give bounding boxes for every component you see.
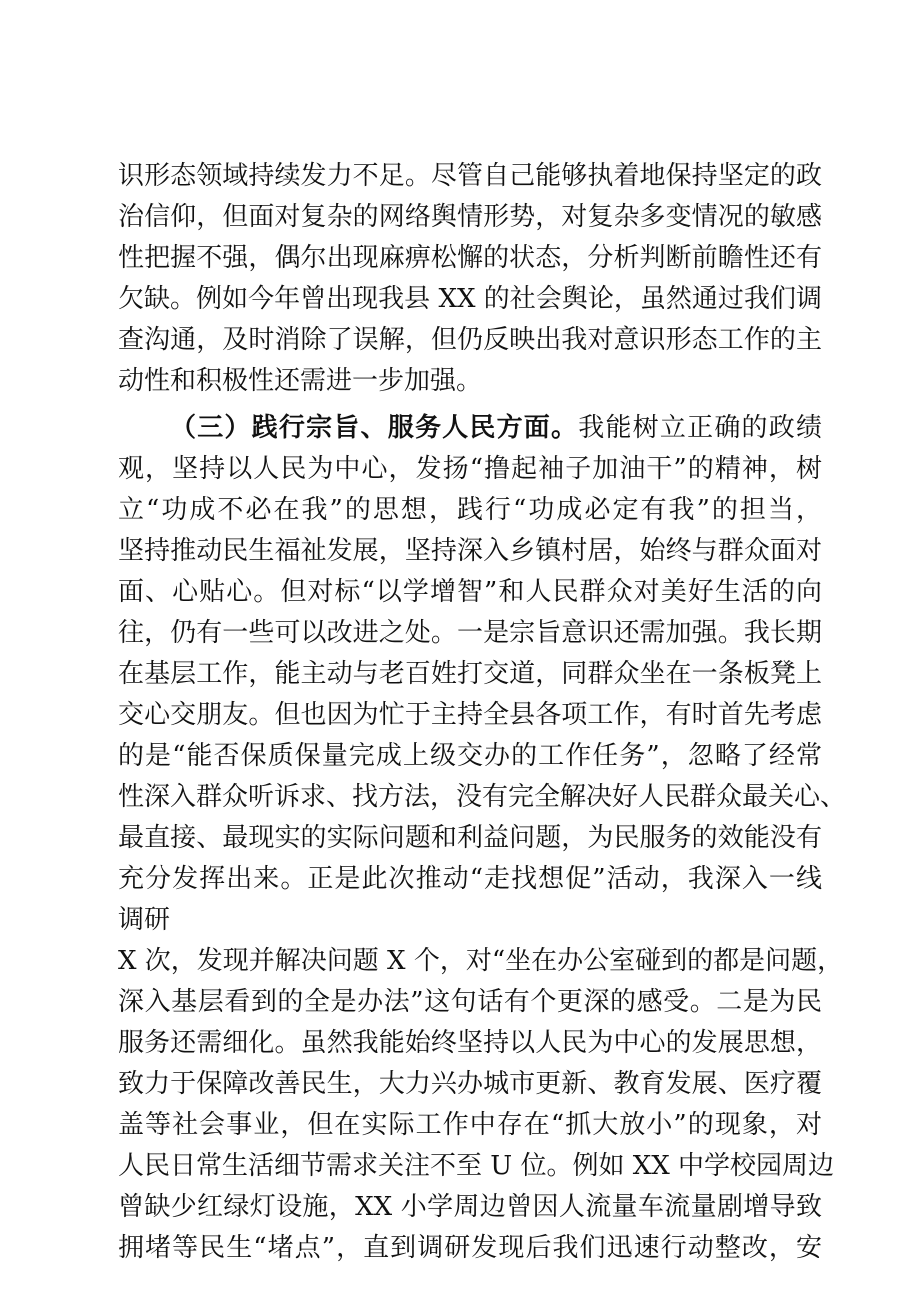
text-line: 服务还需细化。虽然我能始终坚持以人民为中心的发展思想， (118, 1028, 822, 1058)
text-line: 调研 (118, 905, 171, 935)
text-line: 人民日常生活细节需求关注不至 U 位。例如 XX 中学校园周边 (118, 1151, 834, 1181)
text-line: 曾缺少红绿灯设施，XX 小学周边曾因人流量车流量剧增导致 (118, 1192, 822, 1222)
paragraph-ideology (118, 156, 822, 402)
text-line: 治信仰，但面对复杂的网络舆情形势，对复杂多变情况的敏感 (118, 202, 822, 232)
text-line: 性把握不强，偶尔出现麻痹松懈的状态，分析判断前瞻性还有 (118, 243, 822, 273)
text-line: 深入基层看到的全是办法”这句话有个更深的感受。二是为民 (118, 987, 822, 1017)
text-line: 盖等社会事业，但在实际工作中存在“抓大放小”的现象，对 (118, 1110, 822, 1140)
text-line: 交心交朋友。但也因为忙于主持全县各项工作，有时首先考虑 (118, 700, 822, 730)
text-line: 性深入群众听诉求、找方法，没有完全解决好人民群众最关心、 (118, 782, 847, 812)
text-line: 的是“能否保质保量完成上级交办的工作任务”，忽略了经常 (118, 741, 822, 771)
text-line: 动性和积极性还需进一步加强。 (118, 366, 483, 396)
text-line: 致力于保障改善民生，大力兴办城市更新、教育发展、医疗覆 (118, 1069, 822, 1099)
text-line: 充分发挥出来。正是此次推动“走找想促”活动，我深入一线 (118, 864, 822, 894)
text-line: 查沟通，及时消除了误解，但仍反映出我对意识形态工作的主 (118, 325, 822, 355)
text-line: 坚持推动民生福祉发展，坚持深入乡镇村居，始终与群众面对 (118, 536, 822, 566)
paragraph-serve-people (118, 408, 847, 1269)
text-line: 往，仍有一些可以改进之处。一是宗旨意识还需加强。我长期 (118, 618, 822, 648)
text-line-rest: 我能树立正确的政绩 (578, 413, 822, 443)
text-line: 拥堵等民生“堵点”，直到调研发现后我们迅速行动整改，安 (118, 1233, 822, 1263)
text-line: 观，坚持以人民为中心，发扬“撸起袖子加油干”的精神，树 (118, 454, 822, 484)
text-line: 欠缺。例如今年曾出现我县 XX 的社会舆论，虽然通过我们调 (118, 284, 822, 314)
text-line: 面、心贴心。但对标“以学增智”和人民群众对美好生活的向 (118, 577, 822, 607)
text-line: 最直接、最现实的实际问题和利益问题，为民服务的效能没有 (118, 823, 822, 853)
text-line: 识形态领域持续发力不足。尽管自己能够执着地保持坚定的政 (118, 161, 822, 191)
text-line: 立“功成不必在我”的思想，践行“功成必定有我”的担当， (118, 495, 822, 525)
text-line: X 次，发现并解决问题 X 个，对“坐在办公室碰到的都是问题， (118, 946, 844, 976)
text-line-first (118, 408, 822, 449)
text-line: 在基层工作，能主动与老百姓打交道，同群众坐在一条板凳上 (118, 659, 822, 689)
section-heading: （三）践行宗旨、服务人民方面。 (170, 413, 579, 443)
